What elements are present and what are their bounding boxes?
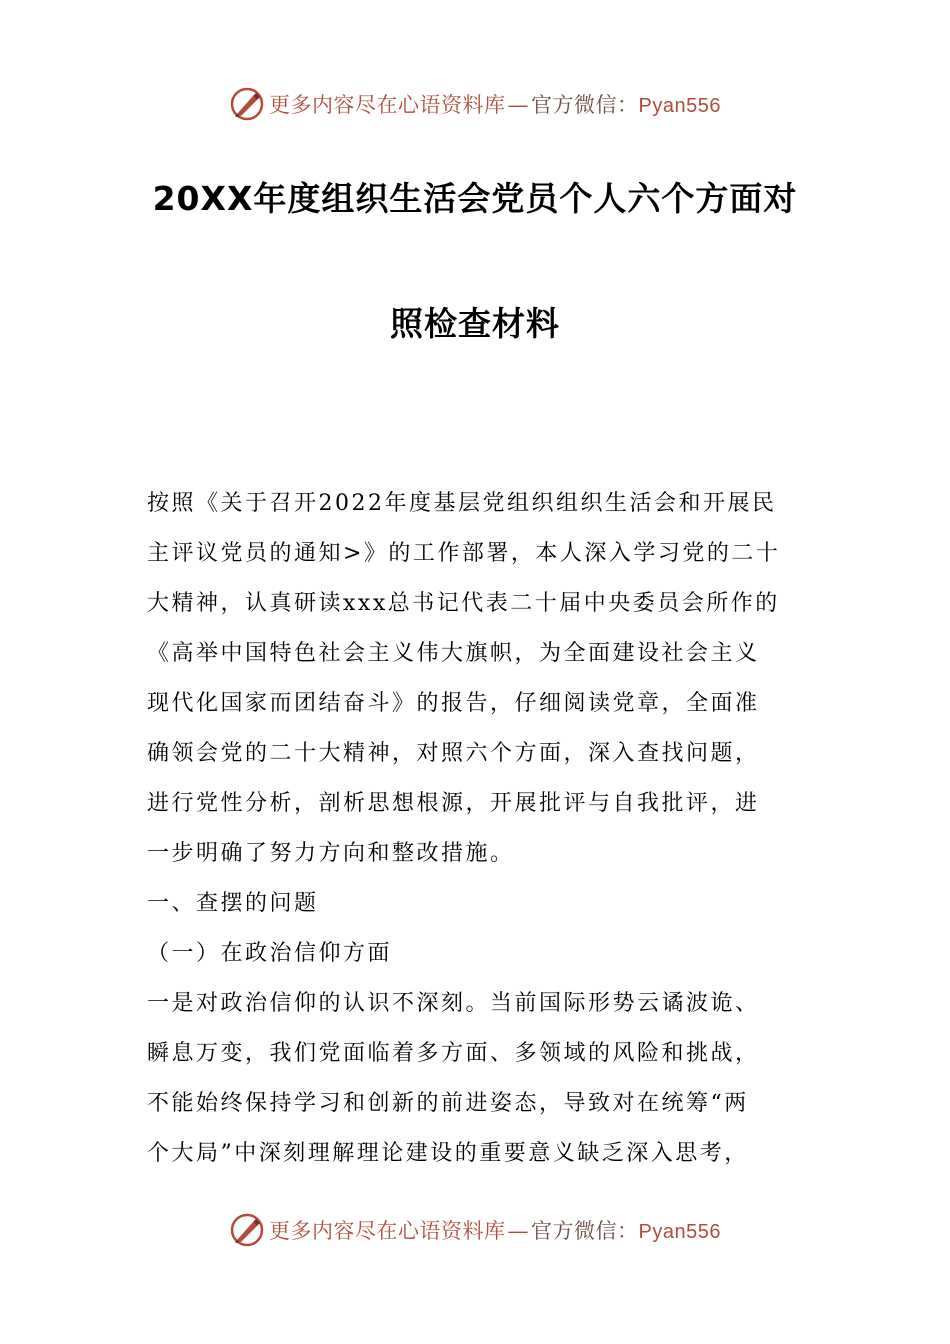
document-body [147, 479, 807, 1179]
watermark-wechat-id: Pyan556 [638, 1221, 721, 1243]
watermark-wechat-label: 官方微信： [531, 1219, 639, 1243]
document-title-line-2: 照检查材料 [390, 304, 560, 343]
section-heading: 一、查摆的问题 [147, 891, 319, 916]
body-line: 主评议党员的通知>》的工作部署，本人深入学习党的二十 [147, 541, 781, 566]
watermark-wechat-label: 官方微信： [531, 93, 639, 117]
watermark-header [0, 84, 950, 124]
watermark-separator: — [507, 93, 530, 117]
watermark-footer [0, 1210, 950, 1250]
watermark-main-text: 更多内容尽在心语资料库 [269, 93, 506, 117]
body-line: 个大局”中深刻理解理论建设的重要意义缺乏深入思考， [147, 1141, 749, 1166]
pen-logo-icon [229, 1212, 265, 1248]
body-line: 不能始终保持学习和创新的前进姿态，导致对在统筹“两 [147, 1091, 749, 1116]
subsection-heading: （一）在政治信仰方面 [147, 941, 393, 966]
watermark-main-text: 更多内容尽在心语资料库 [269, 1219, 506, 1243]
body-line: 按照《关于召开2022年度基层党组织组织生活会和开展民 [147, 491, 777, 516]
body-line: 现代化国家而团结奋斗》的报告，仔细阅读党章，全面准 [147, 691, 760, 716]
body-line: 进行党性分析，剖析思想根源，开展批评与自我批评，进 [147, 791, 760, 816]
document-title-line-1: 20XX年度组织生活会党员个人六个方面对 [152, 179, 798, 218]
watermark-wechat-id: Pyan556 [638, 95, 721, 117]
body-line: 确领会党的二十大精神，对照六个方面，深入查找问题， [147, 741, 760, 766]
pen-logo-icon [229, 86, 265, 122]
watermark-text [269, 1215, 721, 1245]
watermark-text [269, 89, 721, 119]
body-line: 瞬息万变，我们党面临着多方面、多领域的风险和挑战， [147, 1041, 760, 1066]
body-line: 《高举中国特色社会主义伟大旗帜，为全面建设社会主义 [147, 641, 760, 666]
body-line: 一步明确了努力方向和整改措施。 [147, 841, 515, 866]
body-line: 一是对政治信仰的认识不深刻。当前国际形势云谲波诡、 [147, 991, 760, 1016]
watermark-separator: — [507, 1219, 530, 1243]
body-line: 大精神，认真研读xxx总书记代表二十届中央委员会所作的 [147, 591, 780, 616]
